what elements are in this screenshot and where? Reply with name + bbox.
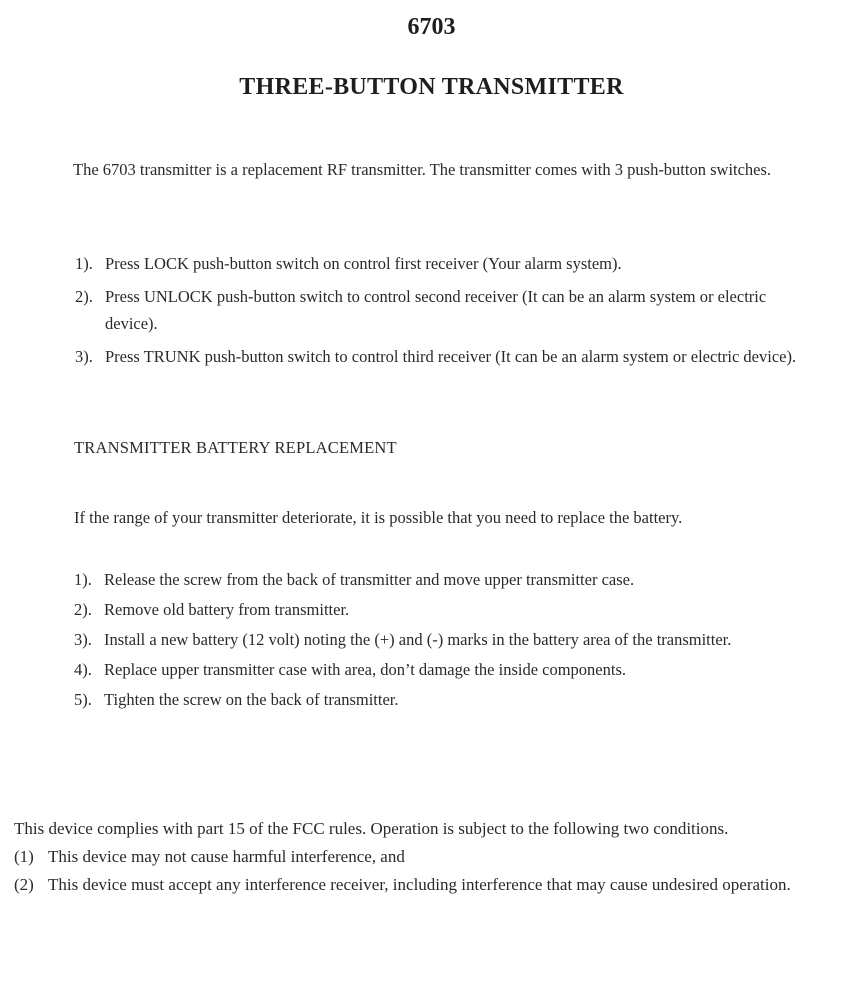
model-number: 6703	[407, 14, 456, 40]
condition-number: (2)	[14, 875, 34, 894]
step-number: 3).	[74, 630, 92, 649]
condition-text: This device must accept any interference receiver, including interference that may cause undesired operation.	[48, 875, 791, 894]
step-number: 5).	[74, 690, 92, 709]
list-item	[74, 566, 814, 593]
battery-intro-paragraph: If the range of your transmitter deteriorate, it is possible that you need to replace the battery.	[74, 508, 683, 527]
list-item	[75, 343, 800, 370]
fcc-conditions-list	[14, 843, 814, 899]
fcc-statement: This device complies with part 15 of the FCC rules. Operation is subject to the following two conditions.	[14, 819, 729, 838]
list-item	[74, 626, 814, 653]
list-item	[74, 686, 814, 713]
list-item	[74, 656, 814, 683]
list-item	[75, 250, 800, 277]
step-text: Press UNLOCK push-button switch to control second receiver (It can be an alarm system or electric device).	[105, 287, 767, 333]
step-text: Release the screw from the back of transmitter and move upper transmitter case.	[104, 570, 635, 589]
document-title: THREE-BUTTON TRANSMITTER	[239, 74, 624, 100]
condition-text: This device may not cause harmful interference, and	[48, 847, 405, 866]
step-text: Remove old battery from transmitter.	[104, 600, 350, 619]
step-text: Install a new battery (12 volt) noting the (+) and (-) marks in the battery area of the transmitter.	[104, 630, 732, 649]
list-item	[14, 871, 814, 899]
battery-section-heading: TRANSMITTER BATTERY REPLACEMENT	[74, 438, 397, 457]
list-item	[75, 283, 800, 337]
step-number: 1).	[74, 570, 92, 589]
list-item	[74, 596, 814, 623]
condition-number: (1)	[14, 847, 34, 866]
step-text: Press TRUNK push-button switch to control third receiver (It can be an alarm system or electric device).	[105, 347, 797, 366]
step-number: 2).	[74, 600, 92, 619]
step-text: Replace upper transmitter case with area, don’t damage the inside components.	[104, 660, 627, 679]
battery-steps-list	[74, 566, 814, 716]
step-number: 1).	[75, 254, 93, 273]
step-text: Tighten the screw on the back of transmitter.	[104, 690, 399, 709]
step-number: 2).	[75, 287, 93, 306]
intro-paragraph: The 6703 transmitter is a replacement RF transmitter. The transmitter comes with 3 push-button switches.	[73, 160, 772, 179]
step-number: 4).	[74, 660, 92, 679]
step-text: Press LOCK push-button switch on control first receiver (Your alarm system).	[105, 254, 622, 273]
step-number: 3).	[75, 347, 93, 366]
fcc-compliance-section	[14, 815, 814, 899]
button-steps-list	[75, 250, 800, 376]
list-item	[14, 843, 814, 871]
